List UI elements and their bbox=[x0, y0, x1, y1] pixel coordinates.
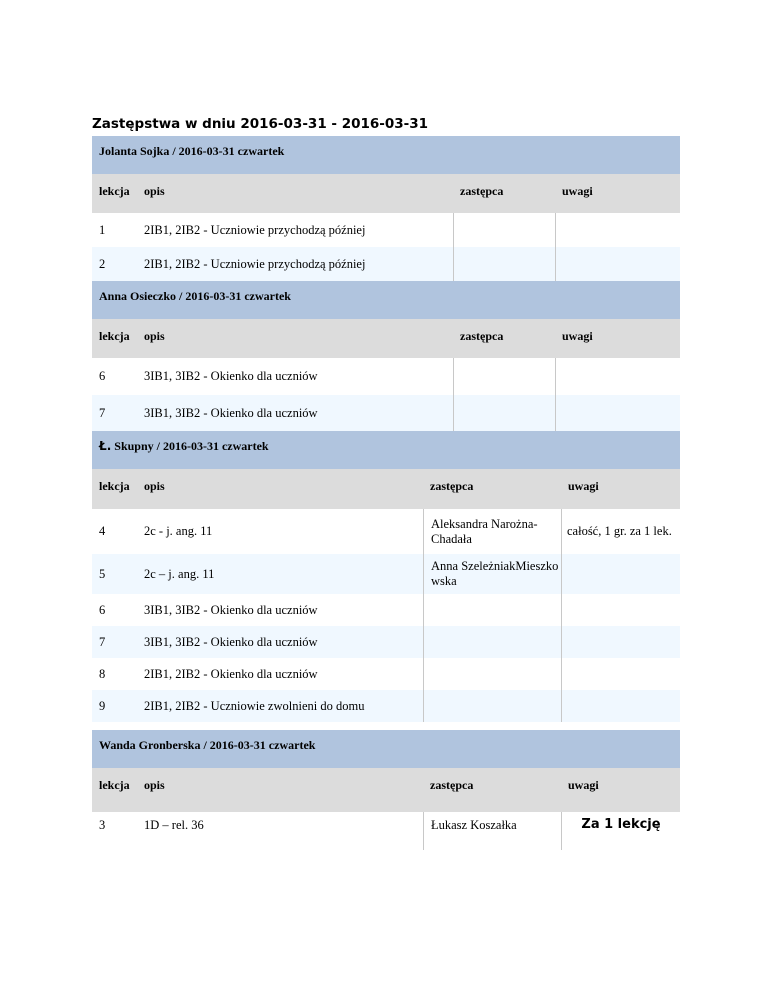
section-header bbox=[92, 431, 680, 469]
table-row bbox=[92, 509, 680, 554]
page-title: Zastępstwa w dniu 2016-03-31 - 2016-03-31 bbox=[92, 116, 429, 132]
col-notes-header: uwagi bbox=[568, 479, 599, 493]
description-cell: 3IB1, 3IB2 - Okienko dla uczniów bbox=[144, 369, 318, 383]
notes-cell bbox=[555, 395, 680, 432]
table-row bbox=[92, 358, 680, 395]
col-description-header: opis bbox=[144, 329, 165, 343]
table-row bbox=[92, 812, 680, 850]
column-header-row bbox=[92, 174, 680, 213]
table-row bbox=[92, 690, 680, 722]
substitute-cell bbox=[453, 247, 555, 281]
table-row bbox=[92, 626, 680, 658]
section-header: Anna Osieczko / 2016-03-31 czwartek bbox=[92, 281, 680, 319]
substitute-cell bbox=[423, 690, 561, 722]
notes-cell bbox=[561, 626, 680, 658]
col-description-header: opis bbox=[144, 479, 165, 493]
substitute-cell: Aleksandra Narożna-Chadała bbox=[423, 509, 561, 554]
description-cell: 2IB1, 2IB2 - Uczniowie przychodzą później bbox=[144, 222, 366, 237]
table-row bbox=[92, 247, 680, 281]
description-cell: 2IB1, 2IB2 - Uczniowie zwolnieni do domu bbox=[144, 698, 365, 713]
substitute-cell: Anna SzeleżniakMieszkowska bbox=[423, 554, 561, 594]
lesson-cell: 7 bbox=[99, 406, 106, 420]
description-cell: 3IB1, 3IB2 - Okienko dla uczniów bbox=[144, 602, 318, 617]
substitute-cell bbox=[453, 395, 555, 432]
teacher-name: Skupny / 2016-03-31 czwartek bbox=[111, 439, 269, 453]
substitute-cell: Łukasz Koszałka bbox=[423, 812, 561, 850]
teacher-section bbox=[92, 136, 680, 281]
table-row bbox=[92, 658, 680, 690]
col-lesson-header: lekcja bbox=[99, 479, 130, 493]
lesson-cell: 9 bbox=[99, 698, 106, 713]
teacher-section bbox=[92, 431, 680, 722]
substitute-cell bbox=[423, 658, 561, 690]
column-header-row bbox=[92, 469, 680, 509]
section-header: Wanda Gronberska / 2016-03-31 czwartek bbox=[92, 730, 680, 768]
col-notes-header: uwagi bbox=[562, 184, 593, 198]
table-row bbox=[92, 213, 680, 247]
col-notes-header: uwagi bbox=[568, 778, 599, 792]
col-lesson-header: lekcja bbox=[99, 329, 130, 343]
notes-cell bbox=[561, 594, 680, 626]
col-substitute-header: zastępca bbox=[430, 778, 474, 792]
lesson-cell: 4 bbox=[99, 524, 106, 538]
description-cell: 3IB1, 3IB2 - Okienko dla uczniów bbox=[144, 634, 318, 649]
table-row bbox=[92, 554, 680, 594]
col-description-header: opis bbox=[144, 778, 165, 792]
description-cell: 2IB1, 2IB2 - Uczniowie przychodzą później bbox=[144, 256, 366, 271]
teacher-section bbox=[92, 281, 680, 432]
description-cell: 1D – rel. 36 bbox=[144, 818, 204, 832]
col-notes-header: uwagi bbox=[562, 329, 593, 343]
notes-cell bbox=[555, 247, 680, 281]
description-cell: 2IB1, 2IB2 - Okienko dla uczniów bbox=[144, 666, 318, 681]
notes-cell bbox=[555, 358, 680, 395]
lesson-cell: 1 bbox=[99, 222, 106, 237]
notes-cell bbox=[561, 554, 680, 594]
notes-cell bbox=[561, 658, 680, 690]
lesson-cell: 7 bbox=[99, 634, 106, 649]
lesson-cell: 6 bbox=[99, 369, 106, 383]
description-cell: 2c – j. ang. 11 bbox=[144, 566, 215, 581]
lesson-cell: 3 bbox=[99, 818, 106, 832]
column-header-row bbox=[92, 768, 680, 812]
substitute-cell bbox=[423, 626, 561, 658]
substitute-cell bbox=[453, 358, 555, 395]
notes-cell bbox=[561, 690, 680, 722]
lesson-cell: 5 bbox=[99, 566, 106, 581]
table-row bbox=[92, 395, 680, 432]
col-substitute-header: zastępca bbox=[460, 329, 504, 343]
col-lesson-header: lekcja bbox=[99, 184, 130, 198]
teacher-section bbox=[92, 730, 680, 850]
lesson-cell: 2 bbox=[99, 256, 106, 271]
description-cell: 2c - j. ang. 11 bbox=[144, 524, 213, 538]
lesson-cell: 8 bbox=[99, 666, 106, 681]
description-cell: 3IB1, 3IB2 - Okienko dla uczniów bbox=[144, 406, 318, 420]
col-lesson-header: lekcja bbox=[99, 778, 130, 792]
notes-cell bbox=[555, 213, 680, 247]
notes-cell: całość, 1 gr. za 1 lek. bbox=[561, 509, 680, 554]
table-row bbox=[92, 594, 680, 626]
substitute-cell bbox=[423, 594, 561, 626]
notes-cell: Za 1 lekcję bbox=[561, 812, 680, 850]
substitute-cell bbox=[453, 213, 555, 247]
col-substitute-header: zastępca bbox=[430, 479, 474, 493]
lesson-cell: 6 bbox=[99, 602, 106, 617]
col-substitute-header: zastępca bbox=[460, 184, 504, 198]
section-header: Jolanta Sojka / 2016-03-31 czwartek bbox=[92, 136, 680, 174]
col-description-header: opis bbox=[144, 184, 165, 198]
column-header-row bbox=[92, 319, 680, 358]
teacher-initial: Ł. bbox=[99, 439, 112, 453]
